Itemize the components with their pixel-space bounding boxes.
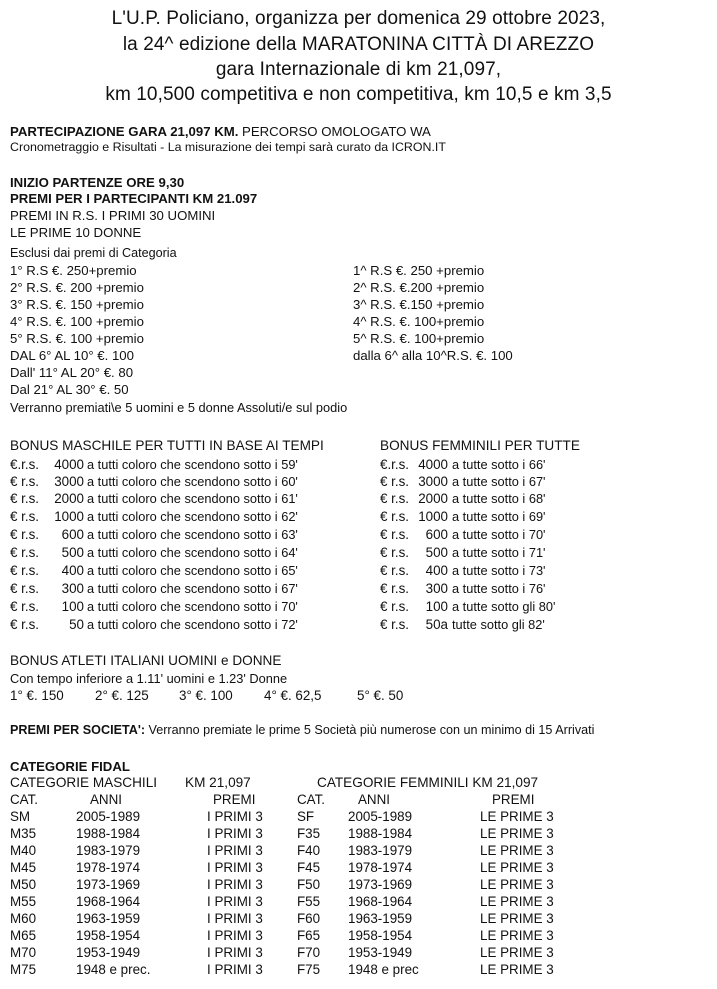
bonus-amount: 100 — [425, 599, 448, 614]
premio-uomo: 5° R.S. €. 100 +premio — [10, 331, 144, 346]
premio-donna: 1^ R.S €. 250 +premio — [353, 263, 485, 278]
premio-uomo: Dal 21° AL 30° €. 50 — [10, 382, 129, 397]
bonus-condition: a tutti coloro che scendono sotto i 62' — [87, 509, 298, 524]
bonus-amount: 300 — [61, 581, 84, 596]
bonus-currency: € r.s. — [10, 599, 40, 614]
cat-anni: 1953-1949 — [76, 945, 141, 960]
bonus-condition: a tutte sotto i 70' — [452, 527, 546, 542]
premio-uomo: DAL 6° AL 10° €. 100 — [10, 348, 134, 363]
bonus-condition: a tutti coloro che scendono sotto i 60' — [87, 474, 298, 489]
cat-anni: 1958-1954 — [76, 928, 141, 943]
bonus-condition: a tutti coloro che scendono sotto i 70' — [87, 599, 298, 614]
cat-code: M55 — [10, 894, 37, 909]
cat-premi: I PRIMI 3 — [207, 843, 263, 858]
bonus-condition: a tutti coloro che scendono sotto i 67' — [87, 581, 298, 596]
cat-anni: 1953-1949 — [348, 945, 413, 960]
bonus-condition: a tutti coloro che scendono sotto i 63' — [87, 527, 298, 542]
bonus-condition: a tutti coloro che scendono sotto i 65' — [87, 563, 298, 578]
bonus-italiani-title: BONUS ATLETI ITALIANI UOMINI e DONNE — [10, 653, 282, 668]
cat-code: F65 — [297, 928, 321, 943]
italiani-prize: 1° €. 150 — [10, 688, 64, 703]
cat-premi: LE PRIME 3 — [480, 826, 554, 841]
bonus-currency: € r.s. — [380, 599, 410, 614]
cat-code: M40 — [10, 843, 37, 858]
italiani-prize: 2° €. 125 — [95, 688, 149, 703]
col-header-cat: CAT. — [297, 792, 326, 807]
bonus-currency: € r.s. — [10, 509, 40, 524]
categorie-femminili-title: CATEGORIE FEMMINILI KM 21,097 — [317, 775, 539, 790]
inizio-line-1: PREMI IN R.S. I PRIMI 30 UOMINI — [10, 208, 216, 223]
cat-premi: I PRIMI 3 — [207, 894, 263, 909]
categorie-title: CATEGORIE FIDAL — [10, 759, 130, 774]
inizio-line-2: LE PRIME 10 DONNE — [10, 225, 142, 240]
cat-premi: I PRIMI 3 — [207, 911, 263, 926]
cat-anni: 1958-1954 — [348, 928, 413, 943]
col-header-cat: CAT. — [10, 792, 39, 807]
col-header-anni: ANNI — [90, 792, 122, 807]
bonus-amount: 100 — [61, 599, 84, 614]
partecipazione-title: PARTECIPAZIONE GARA 21,097 KM. — [10, 124, 239, 139]
bonus-amount: 600 — [61, 527, 84, 542]
bonus-condition: a tutti coloro che scendono sotto i 61' — [87, 491, 298, 506]
partecipazione-subtitle: PERCORSO OMOLOGATO WA — [238, 124, 431, 139]
premio-donna: dalla 6^ alla 10^R.S. €. 100 — [353, 348, 513, 363]
bonus-condition: tutte sotto gli 82' — [452, 617, 545, 632]
cat-premi: I PRIMI 3 — [207, 877, 263, 892]
categorie-maschili-km: KM 21,097 — [185, 775, 251, 790]
cat-code: SF — [297, 809, 315, 824]
bonus-condition: a tutti coloro che scendono sotto i 64' — [87, 545, 298, 560]
premi-societa-line — [10, 722, 594, 739]
bonus-currency: € r.s. — [380, 581, 410, 596]
bonus-amount: 50 — [69, 617, 84, 632]
cat-code: SM — [10, 809, 31, 824]
italiani-prize: 5° €. 50 — [357, 688, 404, 703]
cat-anni: 1968-1964 — [76, 894, 141, 909]
col-header-premi: PREMI — [213, 792, 256, 807]
header-line-1: L'U.P. Policiano, organizza per domenica 29 ottobre 2023, — [111, 8, 606, 29]
cat-code: M35 — [10, 826, 37, 841]
bonus-amount: 50a — [425, 617, 448, 632]
cat-premi: LE PRIME 3 — [480, 945, 554, 960]
cat-anni: 1973-1969 — [348, 877, 413, 892]
bonus-currency: € r.s. — [10, 491, 40, 506]
bonus-maschile-title: BONUS MASCHILE PER TUTTI IN BASE AI TEMPI — [10, 438, 324, 453]
inizio-line-3: Esclusi dai premi di Categoria — [10, 246, 177, 260]
cat-anni: 1948 e prec. — [76, 962, 151, 977]
cat-anni: 1978-1974 — [348, 860, 413, 875]
col-header-anni: ANNI — [358, 792, 390, 807]
header-line-3: gara Internazionale di km 21,097, — [215, 59, 502, 80]
header-line-2: la 24^ edizione della MARATONINA CITTÀ DI AREZZO — [122, 34, 595, 55]
cat-premi: LE PRIME 3 — [480, 860, 554, 875]
cat-anni: 1973-1969 — [76, 877, 141, 892]
bonus-currency: € r.s. — [380, 563, 410, 578]
bonus-condition: a tutte sotto i 69' — [452, 509, 546, 524]
cat-anni: 1968-1964 — [348, 894, 413, 909]
bonus-currency: € r.s. — [380, 545, 410, 560]
bonus-currency: € r.s. — [380, 527, 410, 542]
cat-premi: LE PRIME 3 — [480, 877, 554, 892]
cat-anni: 1978-1974 — [76, 860, 141, 875]
bonus-currency: € r.s. — [10, 617, 40, 632]
col-header-premi: PREMI — [492, 792, 535, 807]
cat-code: F40 — [297, 843, 321, 858]
bonus-condition: a tutte sotto gli 80' — [452, 599, 556, 614]
cat-premi: LE PRIME 3 — [480, 894, 554, 909]
bonus-italiani-condition: Con tempo inferiore a 1.11' uomini e 1.23' Donne — [10, 671, 288, 686]
cat-premi: I PRIMI 3 — [207, 809, 263, 824]
cat-premi: I PRIMI 3 — [207, 962, 263, 977]
bonus-amount: 400 — [425, 563, 448, 578]
cat-code: M75 — [10, 962, 37, 977]
cat-premi: I PRIMI 3 — [207, 945, 263, 960]
cat-anni: 1983-1979 — [76, 843, 141, 858]
bonus-amount: 3000 — [418, 474, 448, 489]
bonus-amount: 4000 — [54, 457, 84, 472]
premio-uomo: 3° R.S. €. 150 +premio — [10, 297, 144, 312]
cat-code: M50 — [10, 877, 37, 892]
cat-code: M60 — [10, 911, 37, 926]
cat-anni: 1948 e prec — [348, 962, 419, 977]
cat-code: M65 — [10, 928, 37, 943]
premio-donna: 3^ R.S. €.150 +premio — [353, 297, 485, 312]
cat-premi: I PRIMI 3 — [207, 826, 263, 841]
bonus-currency: € r.s. — [380, 509, 410, 524]
cat-anni: 1988-1984 — [76, 826, 141, 841]
cat-premi: LE PRIME 3 — [480, 928, 554, 943]
premi-societa-title: PREMI PER SOCIETA': — [10, 723, 146, 737]
cat-anni: 1963-1959 — [76, 911, 141, 926]
bonus-amount: 2000 — [54, 491, 84, 506]
cat-code: F70 — [297, 945, 321, 960]
cat-premi: LE PRIME 3 — [480, 911, 554, 926]
cat-anni: 1963-1959 — [348, 911, 413, 926]
premi-title: PREMI PER I PARTECIPANTI KM 21.097 — [10, 191, 258, 206]
cat-code: M70 — [10, 945, 37, 960]
bonus-condition: a tutti coloro che scendono sotto i 72' — [87, 617, 298, 632]
bonus-femminili-title: BONUS FEMMINILI PER TUTTE — [380, 438, 580, 453]
bonus-condition: a tutte sotto i 68' — [452, 491, 546, 506]
premio-uomo: 2° R.S. €. 200 +premio — [10, 280, 144, 295]
cat-code: M45 — [10, 860, 37, 875]
cronometraggio-line: Cronometraggio e Risultati - La misurazione dei tempi sarà curato da ICRON.IT — [10, 140, 446, 154]
premio-donna: 4^ R.S. €. 100+premio — [353, 314, 485, 329]
bonus-amount: 600 — [425, 527, 448, 542]
cat-anni: 1983-1979 — [348, 843, 413, 858]
cat-premi: LE PRIME 3 — [480, 962, 554, 977]
cat-premi: I PRIMI 3 — [207, 928, 263, 943]
cat-code: F55 — [297, 894, 321, 909]
bonus-currency: €.r.s. — [10, 457, 40, 472]
bonus-condition: a tutte sotto i 67' — [452, 474, 546, 489]
premio-donna: 5^ R.S. €. 100+premio — [353, 331, 485, 346]
cat-code: F45 — [297, 860, 321, 875]
bonus-amount: 500 — [61, 545, 84, 560]
bonus-condition: a tutte sotto i 76' — [452, 581, 546, 596]
bonus-amount: 1000 — [54, 509, 84, 524]
bonus-currency: € r.s. — [10, 527, 40, 542]
bonus-currency: € r.s. — [10, 563, 40, 578]
bonus-currency: € r.s. — [10, 545, 40, 560]
bonus-condition: a tutte sotto i 66' — [452, 457, 546, 472]
bonus-currency: € r.s. — [380, 474, 410, 489]
bonus-amount: 500 — [425, 545, 448, 560]
bonus-currency: € r.s. — [10, 474, 40, 489]
bonus-amount: 1000 — [418, 509, 448, 524]
premi-societa-text: Verranno premiate le prime 5 Società più numerose con un minimo di 15 Arrivati — [145, 723, 595, 737]
premio-uomo: 1° R.S €. 250+premio — [10, 263, 137, 278]
cat-anni: 1988-1984 — [348, 826, 413, 841]
bonus-amount: 2000 — [418, 491, 448, 506]
categorie-maschili-title: CATEGORIE MASCHILI — [10, 775, 158, 790]
premiati-note: Verranno premiati\e 5 uomini e 5 donne Assoluti/e sul podio — [10, 400, 348, 415]
cat-anni: 2005-1989 — [76, 809, 141, 824]
bonus-condition: a tutti coloro che scendono sotto i 59' — [87, 457, 298, 472]
premio-uomo: 4° R.S. €. 100 +premio — [10, 314, 144, 329]
bonus-amount: 4000 — [418, 457, 448, 472]
bonus-condition: a tutte sotto i 73' — [452, 563, 546, 578]
bonus-amount: 3000 — [54, 474, 84, 489]
cat-code: F75 — [297, 962, 321, 977]
partecipazione-line — [10, 123, 431, 140]
cat-code: F50 — [297, 877, 321, 892]
cat-anni: 2005-1989 — [348, 809, 413, 824]
italiani-prize: 4° €. 62,5 — [264, 688, 322, 703]
italiani-prize: 3° €. 100 — [179, 688, 233, 703]
bonus-condition: a tutte sotto i 71' — [452, 545, 546, 560]
premio-uomo: Dall' 11° AL 20° €. 80 — [10, 365, 134, 380]
cat-premi: LE PRIME 3 — [480, 843, 554, 858]
header-line-4: km 10,500 competitiva e non competitiva, km 10,5 e km 3,5 — [105, 84, 612, 105]
bonus-currency: €.r.s. — [380, 457, 410, 472]
inizio-title: INIZIO PARTENZE ORE 9,30 — [10, 175, 185, 190]
bonus-amount: 300 — [425, 581, 448, 596]
cat-premi: I PRIMI 3 — [207, 860, 263, 875]
cat-code: F60 — [297, 911, 321, 926]
bonus-currency: € r.s. — [10, 581, 40, 596]
bonus-currency: € r.s. — [380, 617, 410, 632]
premio-donna: 2^ R.S. €.200 +premio — [353, 280, 485, 295]
cat-code: F35 — [297, 826, 321, 841]
bonus-amount: 400 — [61, 563, 84, 578]
cat-premi: LE PRIME 3 — [480, 809, 554, 824]
bonus-currency: € r.s. — [380, 491, 410, 506]
